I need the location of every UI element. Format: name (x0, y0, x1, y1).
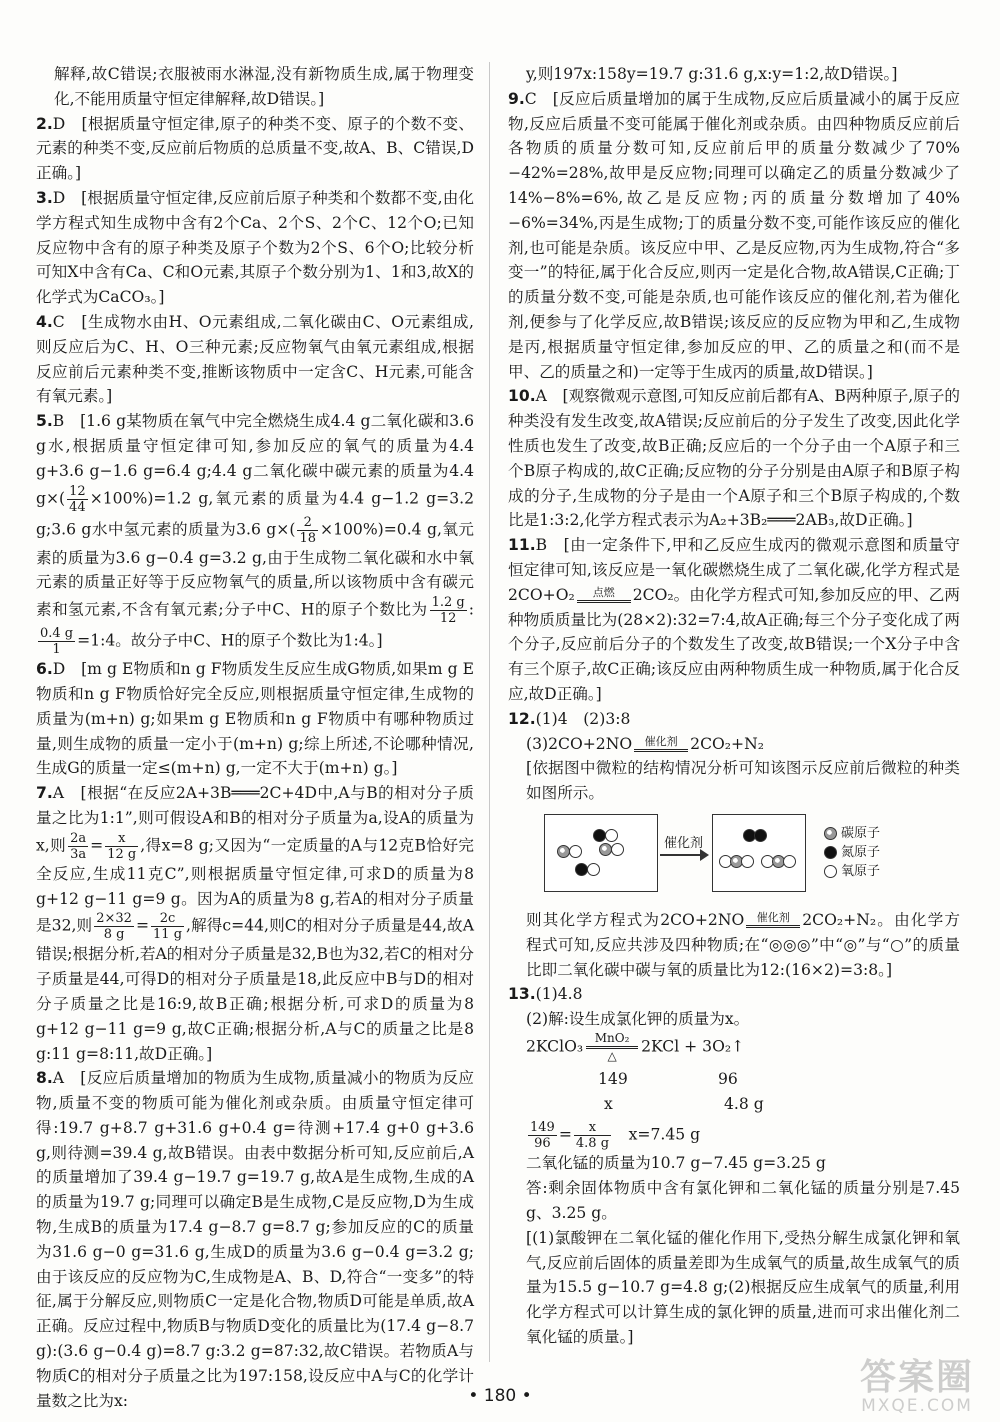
numerator: x (574, 1120, 611, 1136)
question-number: 2. (36, 114, 53, 133)
condition-label: 催化剂 (756, 911, 790, 925)
equation-line (508, 732, 960, 757)
condition-label: 催化剂 (644, 735, 678, 749)
answer-line: (1)4.8 (535, 985, 583, 1004)
products-box (712, 814, 806, 892)
answer-8 (36, 1066, 474, 1413)
ratio-cell: x (604, 1094, 613, 1113)
reaction-condition (586, 1032, 638, 1063)
fraction (38, 626, 75, 657)
question-number: 10. (508, 387, 536, 406)
question-number: 8. (36, 1069, 53, 1088)
answer-7 (36, 781, 474, 1066)
denominator: 11 g (153, 927, 183, 943)
oxygen-atom (741, 855, 754, 868)
numerator: 2×32 (96, 911, 132, 927)
oxygen-atom (605, 829, 618, 842)
numerator: 0.4 g (40, 626, 74, 642)
question-number: 4. (36, 312, 53, 331)
answer-text: B [1.6 g某物质在氧气中完全燃烧生成4.4 g二氧化碳和3.6 g水,根据质量守恒定律可知,参加反应的氧气的质量为4.4 g+3.6 g−1.6 g=6.4 g;4.4 g二氧化碳中碳元素的质量为4.4 g×( (36, 412, 474, 508)
question-number: 13. (508, 985, 536, 1004)
denominator: 4.8 g (575, 1136, 610, 1152)
atom-legend (824, 824, 880, 881)
answer-4 (36, 310, 474, 409)
left-column (36, 62, 474, 1413)
numerator: 149 (530, 1120, 555, 1136)
explanation-text (508, 908, 960, 982)
explanation-text: [依据图中微粒的结构情况分析可知该图示反应前后微粒的种类如图所示。 (526, 759, 960, 803)
answer-text: A [根据“在反应2A+3B═══2C+4D中,A与B的相对分子质量之比为1:1”,则可假设A和B的相对分子质量为a,设A的质量为x,则 (36, 784, 474, 855)
legend-item (824, 843, 880, 862)
reaction-condition (634, 736, 688, 753)
equals-bar (746, 925, 800, 928)
reaction-condition (746, 912, 800, 929)
answer-text: A [反应后质量增加的物质为生成物,质量减小的物质为反应物,质量不变的物质可能为催化剂或杂质。由质量守恒定律可得:19.7 g+8.7 g+31.6 g+0.4 g=待测+17.4 g+0 g+3.6 g,则待测=39.4 g,故B错误。由表中数据分析可知,反应前后,A的质量增加了39.4 g−19.7 g=19.7 g,故A是生成物,生成的A的质量为19.7 g;同理可以确定B是生成物,C是反应物,D为生成物,生成B的质量为17.4 g−8.7 g=8.7 g;参加反应的C的质量为31.6 g−0 g=31.6 g,生成D的质量为3.6 g−0.4 g=3.2 g;由于该反应的反应物为C,生成物是A、B、D,符合“一变多”的特征,属于分解反应,则物质C一定是化合物,物质D可能是单质,故A正确。反应过程中,物质B与物质D变化的质量比为(17.4 g−8.7 g):(3.6 g−0.4 g)=8.7 g:3.2 g=87:32,故C错误。若物质A与物质C的相对分子质量之比为197:158,设反应中A与C的化学计量数之比为x: (36, 1069, 474, 1410)
answer-text: = (90, 836, 104, 855)
answer-text: =1:4。故分子中C、H的原子个数比为1:4。] (77, 631, 383, 650)
watermark-bottom: MXQE.COM (861, 1396, 973, 1416)
answer-5 (36, 409, 474, 657)
watermark-top: 答案圈 (859, 1357, 974, 1398)
equation-left: (3)2CO+2NO (526, 734, 633, 753)
denominator: 12 (439, 611, 457, 627)
answer-6 (36, 657, 474, 781)
reactants-box (544, 814, 658, 892)
answer-13 (508, 982, 960, 1350)
numerator: 2 (297, 515, 318, 531)
question-number: 12. (508, 709, 536, 728)
solution-line: (2)解:设生成氯化钾的质量为x。 (526, 1010, 750, 1029)
answer-3 (36, 186, 474, 310)
denominator: 3a (70, 846, 87, 862)
molecule-diagram (528, 814, 960, 900)
catalyst-label: 催化剂 (664, 835, 704, 851)
denominator: 96 (534, 1136, 551, 1152)
answer-11 (508, 533, 960, 707)
ratio-table (526, 1067, 960, 1117)
answer-2 (36, 112, 474, 186)
oxygen-atom (783, 855, 796, 868)
right-column (508, 62, 960, 1350)
answer-text: ,解得c=44,则C的相对分子质量是44,故A错误;根据分析,若A的相对分子质量是32,B也为32,若C的相对分子质量是44,可得D的相对分子质量是18,此反应中B与D的相对分子质量之比是16:9,故B正确;根据分析,可求D的质量为8 g+12 g−11 g=9 g,故C正确;根据分析,A与C的质量之比是8 g:11 g=8:11,故D正确。] (36, 916, 474, 1063)
fraction (528, 1120, 557, 1151)
legend-label: 碳原子 (841, 825, 881, 841)
watermark-logo (842, 1357, 992, 1418)
result-text: x=7.45 g (613, 1125, 701, 1144)
answer-10 (508, 384, 960, 533)
explanation-part: 2CO₂+N₂。由化学方程式可知,反应共涉及四种物质;在“◎◎◎”中“◎”与“○”的质量比即二氧化碳中碳与氧的质量比为12:(16×2)=3:8。] (526, 910, 960, 979)
denominator: 1 (52, 642, 61, 658)
oxygen-atom (587, 863, 600, 876)
fraction (67, 484, 88, 515)
question-number: 7. (36, 784, 53, 803)
nitrogen-atom-icon (824, 846, 837, 859)
answer-text: D [m g E物质和n g F物质发生反应生成G物质,如果m g E物质和n g F物质恰好完全反应,则根据质量守恒定律,生成物的质量为(m+n) g;如果m g E物质和n g F物质中有哪种物质过量,则生成物的质量一定小于(m+n) g;综上所述,不论哪种情况,生成G的质量一定≤(m+n) g,一定不大于(m+n) g。] (36, 660, 474, 778)
answer-statement: 答:剩余固体物质中含有氯化钾和二氧化锰的质量分别是7.45 g、3.25 g。 (526, 1179, 960, 1223)
numerator: 2c (151, 911, 184, 927)
legend-item (824, 862, 880, 881)
answer-line: (1)4 (2)3:8 (535, 709, 631, 728)
ratio-cell: 96 (718, 1069, 738, 1088)
question-number: 11. (508, 536, 536, 555)
fraction (94, 911, 134, 942)
ratio-row (526, 1067, 960, 1092)
fraction (105, 831, 138, 862)
numerator: 1.2 g (431, 595, 465, 611)
numerator: 12 (69, 483, 86, 499)
chemical-equation (508, 1032, 960, 1063)
numerator: 2a (70, 830, 87, 846)
equals-bar (634, 749, 688, 752)
denominator: 18 (299, 530, 316, 546)
answer-12 (508, 707, 960, 983)
condition-bottom: △ (607, 1048, 617, 1063)
condition-top: MnO₂ (594, 1030, 630, 1045)
ratio-cell: 4.8 g (724, 1094, 764, 1113)
page-number: • 180 • (468, 1386, 532, 1406)
question-number: 5. (36, 412, 53, 431)
column-divider (489, 62, 490, 1362)
numerator: x (105, 831, 138, 847)
oxygen-atom (569, 845, 582, 858)
paragraph-continuation: y,则197x:158y=19.7 g:31.6 g,x:y=1:2,故D错误。] (526, 65, 898, 83)
ratio-cell: 149 (598, 1069, 628, 1088)
paragraph-continuation: 解释,故C错误;衣服被雨水淋湿,没有新物质生成,属于物理变化,不能用质量守恒定律解释,故D错误。] (54, 65, 474, 108)
answer-text: B [由一定条件下,甲和乙反应生成丙的微观示意图和质量守恒定律可知,该反应是一氧化碳燃烧生成了二氧化碳,化学方程式是2CO+O₂ (508, 536, 960, 604)
answer-text: C [反应后质量增加的属于生成物,反应后质量减小的属于反应物,反应后质量不变可能属于催化剂或杂质。由四种物质反应前后各物质的质量分数可知,反应前后甲的质量分数减少了70%−42%=28%,故甲是反应物;同理可以确定乙的质量分数减少了14%−8%=6%,故乙是反应物;丙的质量分数增加了40%−6%=34%,丙是生成物;丁的质量分数不变,可能作该反应的催化剂,也可能是杂质。该反应中甲、乙是反应物,丙为生成物,符合“多变一”的特征,属于化合反应,则丙一定是化合物,故A错误,C正确;丁的质量分数不变,可能是杂质,也可能作该反应的催化剂,若为催化剂,便参与了化学反应,故B错误;该反应的反应物为甲和乙,生成物是丙,根据质量守恒定律,参加反应的甲、乙的质量之和(而不是甲、乙的质量之和)一定等于生成丙的质量,故D错误。] (508, 89, 960, 381)
answer-text: ×100%)=0.4 g,氧元素的质量为3.6 g−0.4 g=3.2 g,由于生成物二氧化碳和水中氧元素的质量正好等于反应物氧气的质量,所以该物质中含有碳元素和氢元素,不含有氧元素;分子中C、H的原子个数比为 (36, 520, 474, 619)
equals-bar (577, 600, 631, 603)
nitrogen-atom (754, 829, 767, 842)
question-number: 6. (36, 660, 53, 679)
equation-right: 2CO₂+N₂ (690, 734, 765, 753)
fraction (151, 911, 184, 942)
oxygen-atom (611, 843, 624, 856)
answer-text: D [根据质量守恒定律,反应前后原子种类和个数都不变,由化学方程式知生成物中含有2个Ca、2个S、2个C、12个O;已知反应物中含有的原子种类及原子个数为2个S、6个O;比较分析可知X中含有Ca、C和O元素,其原子个数分别为1、1和3,故X的化学式为CaCO₃。] (36, 188, 474, 307)
answer-9 (508, 87, 960, 385)
answer-text: D [根据质量守恒定律,原子的种类不变、原子的个数不变、元素的种类不变,反应前后物质的总质量不变,故A、B、C错误,D正确。] (36, 114, 474, 183)
arrow-head-icon (700, 849, 709, 861)
explanation-part: 则其化学方程式为2CO+2NO (526, 910, 745, 929)
legend-label: 氮原子 (841, 844, 881, 860)
answer-text: A [观察微观示意图,可知反应前后都有A、B两种原子,原子的种类没有发生改变,故A错误;反应前后的分子发生了改变,因此化学性质也发生了改变,故B正确;反应后的一个分子由一个A原子和三个B原子构成的,故C正确;反应物的分子分别是由A原子和B原子构成的分子,生成物的分子是由一个A原子和三个B原子构成的,个数比是1:3:2,化学方程式表示为A₂+3B₂═══2AB₃,故D正确。] (508, 387, 960, 530)
answer-text: = (135, 916, 150, 935)
question-number: 3. (36, 188, 53, 207)
reaction-condition (577, 587, 631, 604)
legend-label: 氧原子 (841, 863, 881, 879)
carbon-atom-icon (824, 827, 837, 840)
equation-right: 2KCl + 3O₂↑ (641, 1037, 745, 1056)
denominator: 44 (69, 499, 86, 515)
equation-left: 2KClO₃ (526, 1037, 584, 1056)
fraction (430, 595, 467, 626)
fraction (297, 515, 318, 546)
legend-item (824, 824, 880, 843)
denominator: 8 g (103, 927, 125, 943)
fraction (574, 1120, 611, 1151)
explanation-text: [(1)氯酸钾在二氧化锰的催化作用下,受热分解生成氯化钾和氧气,反应前后固体的质量差即为生成氧气的质量,故生成氧气的质量为15.5 g−10.7 g=4.8 g;(2)根据反应生成氧气的质量,利用化学方程式可以计算生成的氯化钾的质量,进而可求出催化剂二氧化锰的质量。] (526, 1228, 960, 1347)
answer-text: 2CO₂。由化学方程式可知,参加反应的甲、乙两种物质质量比为(28×2):32=7:4,故A正确;每三个分子变化成了两个分子,反应前后分子的个数发生了改变,故B错误;一个X分子中含有三个原子,故C正确;该反应由两种物质生成一种物质,属于化合反应,故D正确。] (508, 585, 960, 703)
equals-sign: = (558, 1125, 572, 1144)
proportion-line (508, 1120, 960, 1151)
answer-text: : (468, 600, 474, 619)
ratio-row (526, 1092, 960, 1117)
condition-label: 点燃 (592, 586, 615, 600)
question-number: 9. (508, 89, 525, 108)
answer-text: ×100%)=1.2 g,氧元素的质量为4.4 g−1.2 g=3.2 g;3.6 g水中氢元素的质量为3.6 g×( (36, 489, 474, 539)
denominator: 12 g (107, 846, 137, 862)
answer-text: C [生成物水由H、O元素组成,二氧化碳由C、O元素组成,则反应后为C、H、O三种元素;反应物氧气由氧元素组成,根据反应前后元素种类不变,推断该物质中一定含C、H元素,可能含有氧元素。] (36, 312, 474, 406)
fraction (68, 831, 88, 862)
oxygen-atom-icon (824, 865, 837, 878)
solution-line: 二氧化锰的质量为10.7 g−7.45 g=3.25 g (526, 1154, 826, 1173)
answer-text: ,得x=8 g;又因为“一定质量的A与12克B恰好完全反应,生成11克C”,则根据质量守恒定律,可求D的质量为8 g+12 g−11 g=9 g。因为A的质量为8 g,若A的相对分子质量是32,则 (36, 836, 474, 935)
